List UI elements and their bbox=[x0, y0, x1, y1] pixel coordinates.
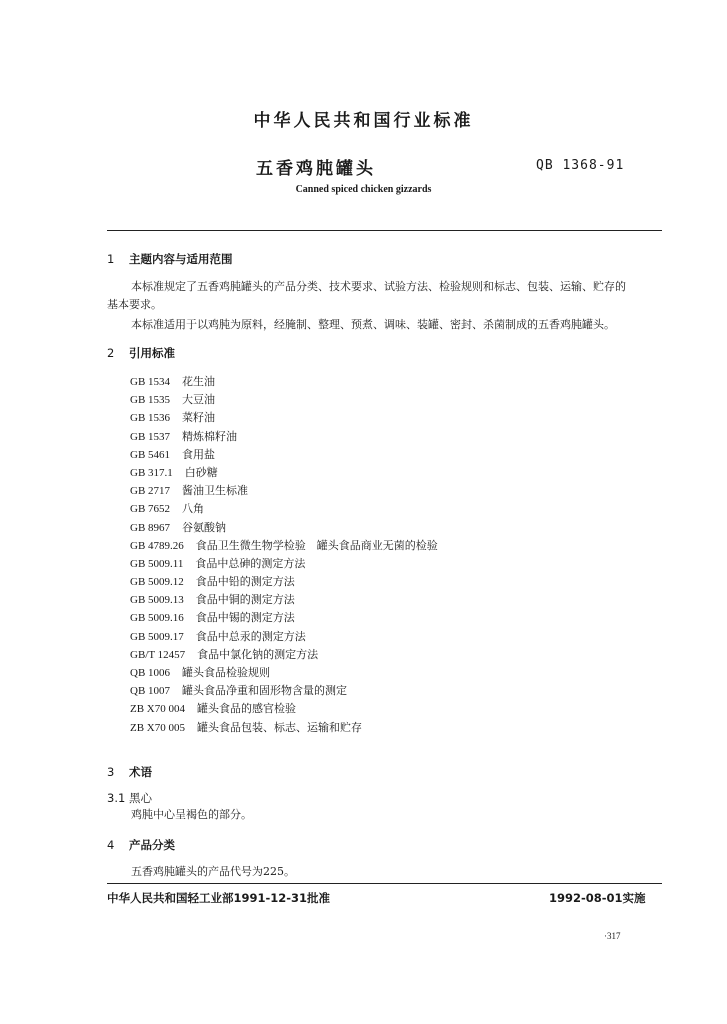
reference-name: 精炼棉籽油 bbox=[182, 429, 238, 443]
reference-name: 罐头食品净重和固形物含量的测定 bbox=[182, 684, 348, 698]
reference-code: GB 5009.13 bbox=[130, 594, 184, 607]
reference-item bbox=[130, 591, 438, 609]
reference-item bbox=[130, 628, 438, 646]
reference-code: GB 4789.26 bbox=[130, 539, 184, 552]
reference-code: GB 5009.16 bbox=[130, 612, 184, 625]
reference-item bbox=[130, 482, 438, 500]
reference-name: 食品中铅的测定方法 bbox=[195, 575, 295, 589]
reference-name: 八角 bbox=[182, 502, 205, 516]
reference-item bbox=[130, 719, 438, 737]
reference-code: GB 1537 bbox=[130, 430, 171, 443]
reference-item bbox=[130, 609, 438, 627]
reference-item bbox=[130, 446, 438, 464]
reference-code: QB 1007 bbox=[130, 685, 171, 698]
reference-item bbox=[130, 428, 438, 446]
reference-code: GB 2717 bbox=[130, 485, 171, 498]
section-number: 3 bbox=[107, 765, 115, 779]
reference-item bbox=[130, 519, 438, 537]
english-title: Canned spiced chicken gizzards bbox=[295, 184, 432, 195]
section-4-text: 五香鸡肫罐头的产品代号为225。 bbox=[131, 865, 295, 878]
section-number: 1 bbox=[107, 252, 115, 266]
reference-code: ZB X70 005 bbox=[130, 721, 185, 734]
reference-list bbox=[130, 373, 438, 737]
section-title: 主题内容与适用范围 bbox=[129, 252, 233, 266]
standard-number: QB 1368-91 bbox=[536, 158, 625, 173]
page-number: ·317 bbox=[604, 931, 621, 941]
section-3-1-text: 鸡肫中心呈褐色的部分。 bbox=[131, 808, 252, 821]
reference-code: GB 5009.11 bbox=[130, 557, 184, 570]
section-1-paragraph-1-continued: 基本要求。 bbox=[107, 298, 162, 311]
reference-name: 大豆油 bbox=[182, 393, 216, 407]
reference-name: 食品卫生微生物学检验 罐头食品商业无菌的检验 bbox=[195, 538, 438, 552]
section-title: 术语 bbox=[129, 765, 152, 779]
reference-item bbox=[130, 682, 438, 700]
reference-name: 菜籽油 bbox=[182, 411, 216, 425]
reference-item bbox=[130, 409, 438, 427]
reference-code: GB 1536 bbox=[130, 412, 171, 425]
section-title: 产品分类 bbox=[129, 838, 175, 852]
reference-code: QB 1006 bbox=[130, 667, 171, 679]
section-2-heading bbox=[107, 345, 175, 361]
section-1-paragraph-1: 本标准规定了五香鸡肫罐头的产品分类、技术要求、试验方法、检验规则和标志、包装、运输、贮存的 bbox=[131, 280, 626, 293]
reference-code: ZB X70 004 bbox=[130, 703, 185, 716]
section-3-1-heading bbox=[107, 790, 152, 806]
reference-item bbox=[130, 373, 438, 391]
effective-date: 1992-08-01实施 bbox=[549, 891, 646, 905]
reference-code: GB 1535 bbox=[130, 394, 171, 407]
reference-name: 食品中总汞的测定方法 bbox=[195, 629, 306, 643]
reference-name: 食品中氯化钠的测定方法 bbox=[197, 647, 319, 661]
reference-name: 罐头食品的感官检验 bbox=[197, 702, 296, 716]
section-title: 引用标准 bbox=[129, 346, 175, 360]
reference-code: GB 5461 bbox=[130, 448, 171, 461]
reference-name: 花生油 bbox=[182, 375, 216, 388]
section-number: 2 bbox=[107, 346, 115, 360]
reference-code: GB 8967 bbox=[130, 521, 171, 534]
reference-name: 食品中铜的测定方法 bbox=[195, 593, 295, 607]
reference-code: GB 5009.12 bbox=[130, 576, 184, 589]
reference-item bbox=[130, 555, 438, 573]
section-1-paragraph-2: 本标准适用于以鸡肫为原料，经腌制、整理、预煮、调味、装罐、密封、杀菌制成的五香鸡肫罐头。 bbox=[131, 318, 615, 331]
reference-code: GB/T 12457 bbox=[130, 648, 186, 661]
section-3-heading bbox=[107, 764, 152, 780]
reference-name: 酱油卫生标准 bbox=[182, 484, 249, 498]
header-divider bbox=[107, 230, 662, 231]
reference-item bbox=[130, 573, 438, 591]
reference-name: 罐头食品包装、标志、运输和贮存 bbox=[197, 720, 362, 734]
reference-name: 罐头食品检验规则 bbox=[182, 666, 271, 679]
section-number: 3.1 bbox=[107, 791, 126, 805]
reference-item bbox=[130, 537, 438, 555]
reference-item bbox=[130, 391, 438, 409]
section-title: 黑心 bbox=[129, 791, 152, 805]
reference-name: 食品中总砷的测定方法 bbox=[195, 556, 306, 570]
reference-name: 食用盐 bbox=[182, 447, 216, 461]
reference-name: 白砂糖 bbox=[184, 465, 218, 479]
section-1-heading bbox=[107, 251, 233, 267]
reference-code: GB 317.1 bbox=[130, 466, 173, 479]
page-title: 五香鸡肫罐头 bbox=[256, 159, 376, 179]
reference-name: 谷氨酸钠 bbox=[182, 520, 227, 534]
reference-item bbox=[130, 500, 438, 518]
reference-code: GB 1534 bbox=[130, 376, 171, 388]
reference-name: 食品中锡的测定方法 bbox=[195, 611, 295, 625]
reference-code: GB 5009.17 bbox=[130, 630, 184, 643]
section-4-heading bbox=[107, 837, 175, 853]
section-number: 4 bbox=[107, 838, 115, 852]
reference-item bbox=[130, 464, 438, 482]
footer-divider bbox=[107, 883, 662, 884]
reference-item bbox=[130, 664, 438, 682]
reference-code: GB 7652 bbox=[130, 503, 171, 516]
reference-item bbox=[130, 646, 438, 664]
approval-line: 中华人民共和国轻工业部1991-12-31批准 bbox=[107, 891, 331, 905]
reference-item bbox=[130, 700, 438, 718]
document-header: 中华人民共和国行业标准 bbox=[253, 111, 474, 131]
